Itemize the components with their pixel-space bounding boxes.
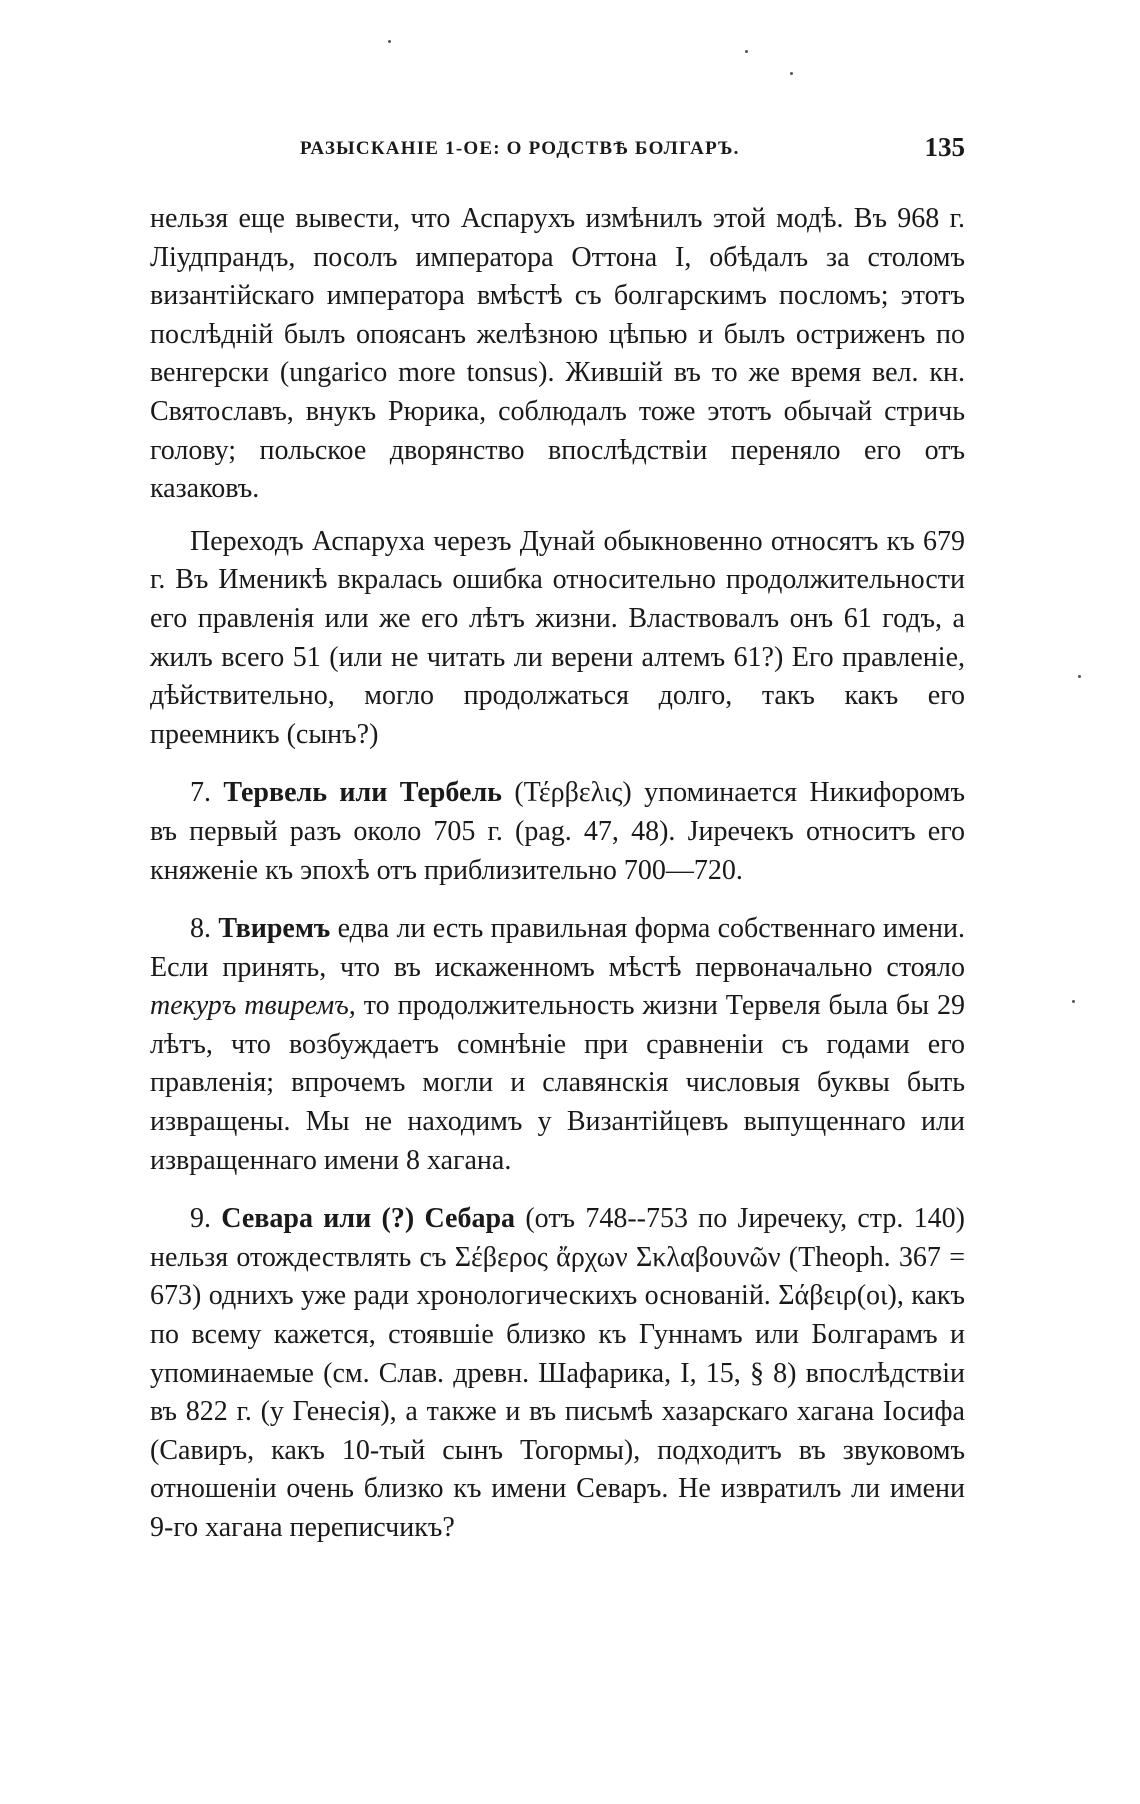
print-speck bbox=[790, 72, 793, 75]
print-speck bbox=[745, 50, 748, 53]
italic-phrase: текуръ твиремъ, bbox=[150, 990, 356, 1022]
section-number: 8. bbox=[190, 913, 211, 945]
section-heading: Тервель или Тербель bbox=[223, 777, 502, 809]
paragraph-text: то продолжительность жизни Тервеля была бы 29 лѣтъ, что возбуждаетъ сомнѣніе при сравненіи съ годами его правленія; впрочемъ могли и славянскія числовыя буквы быть извращены. Мы не находимъ у Византійцевъ выпущеннаго или извращеннаго имени 8 хагана. bbox=[150, 990, 965, 1176]
print-speck bbox=[1078, 675, 1081, 678]
paragraph-3 bbox=[150, 774, 965, 890]
page-number: 135 bbox=[924, 132, 965, 162]
paragraph-text: (отъ 748--753 по Jиречеку, стр. 140) нельзя отождествлять съ Σέβερος ἄρχων Σκλαβουνῶν (Theoph. 367 = 673) однихъ уже ради хронологическихъ основаній. Σάβειρ(οι), какъ по всему кажется, стоявшіе близко къ Гуннамъ или Болгарамъ и упоминаемые (см. Слав. древн. Шафарика, I, 15, § 8) впослѣдствіи въ 822 г. (у Генесія), а также и въ письмѣ хазарскаго хагана Іосифа (Савиръ, какъ 10-тый сынъ Тогормы), подходитъ въ звуковомъ отношеніи очень близко къ имени Севаръ. Не извратилъ ли имени 9-го хагана переписчикъ? bbox=[150, 1203, 965, 1543]
section-heading: Твиремъ bbox=[218, 913, 331, 945]
section-heading: Севара или (?) Себара bbox=[221, 1203, 516, 1235]
print-speck bbox=[388, 40, 391, 43]
section-number: 9. bbox=[190, 1203, 211, 1235]
paragraph-5 bbox=[150, 1200, 965, 1547]
page-header bbox=[150, 132, 965, 172]
section-number: 7. bbox=[190, 777, 211, 809]
paragraph-text: (Τέρβελις) упоминается Никифоромъ въ первый разъ около 705 г. (pag. 47, 48). Jиречекъ относитъ его княженіе къ эпохѣ отъ приблизительно 700—720. bbox=[150, 777, 965, 886]
paragraph-4 bbox=[150, 910, 965, 1180]
running-head: РАЗЫСКАНІЕ 1-ОЕ: О РОДСТВѢ БОЛГАРЪ. bbox=[300, 138, 740, 159]
print-speck bbox=[1072, 1000, 1075, 1003]
body-text bbox=[150, 200, 965, 1548]
paragraph-1: нельзя еще вывести, что Аспарухъ измѣнилъ этой модѣ. Въ 968 г. Ліудпрандъ, посолъ императора Оттона I, обѣдалъ за столомъ византійскаго императора вмѣстѣ съ болгарскимъ посломъ; этотъ послѣдній былъ опоясанъ желѣзною цѣпью и былъ остриженъ по венгерски (ungarico more tonsus). Жившій въ то же время вел. кн. Святославъ, внукъ Рюрика, соблюдалъ тоже этотъ обычай стричь голову; польское дворянство впослѣдствіи переняло его отъ казаковъ. bbox=[150, 203, 965, 505]
paragraph-text: едва ли есть правильная форма собственнаго имени. Если принять, что въ искаженномъ мѣстѣ первоначально стояло bbox=[150, 913, 966, 983]
paragraph-2: Переходъ Аспаруха черезъ Дунай обыкновенно относятъ къ 679 г. Въ Именикѣ вкралась ошибка относительно продолжительности его правленія или же его лѣтъ жизни. Властвовалъ онъ 61 годъ, а жилъ всего 51 (или не читать ли верени алтемъ 61?) Его правленіе, дѣйствительно, могло продолжаться долго, такъ какъ его преемникъ (сынъ?) bbox=[150, 525, 965, 750]
